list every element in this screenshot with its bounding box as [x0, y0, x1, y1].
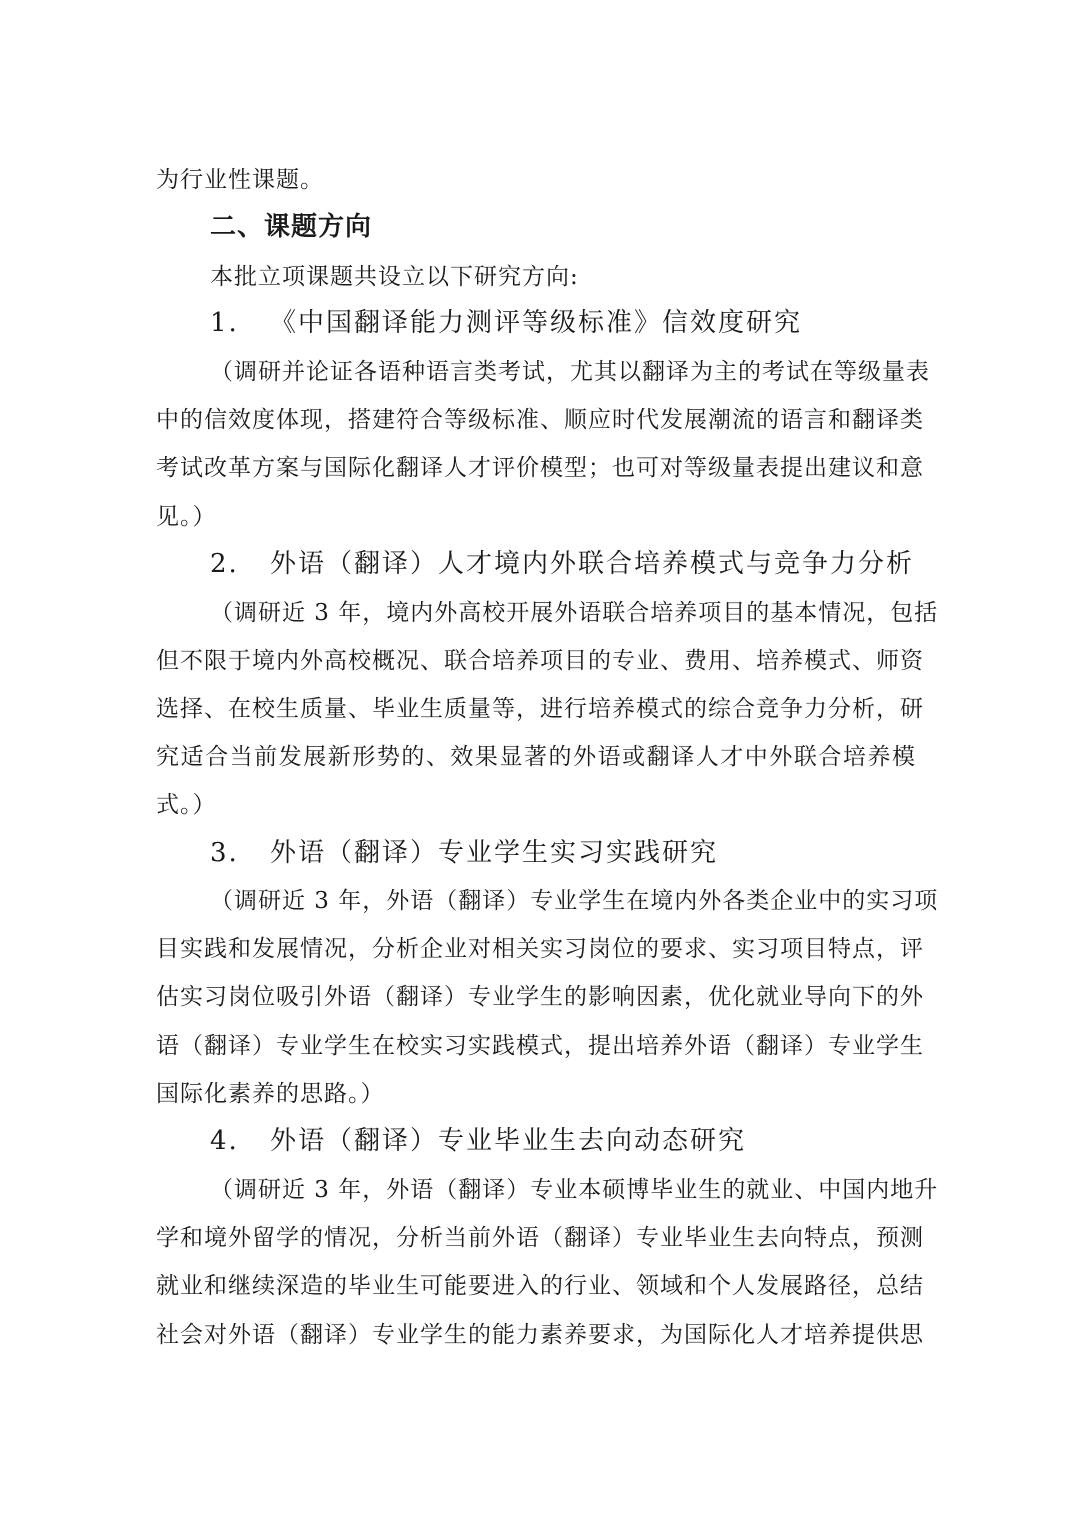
item-2-line-3: 选择、在校生质量、毕业生质量等，进行培养模式的综合竞争力分析，研 [156, 696, 924, 722]
intro-tail: 为行业性课题。 [156, 167, 324, 193]
section-intro: 本批立项课题共设立以下研究方向: [210, 264, 579, 290]
item-1-line-3: 考试改革方案与国际化翻译人才评价模型；也可对等级量表提出建议和意 [156, 455, 924, 481]
item-1-title-line [210, 308, 916, 338]
item-3-line-3: 估实习岗位吸引外语（翻译）专业学生的影响因素，优化就业导向下的外 [156, 984, 924, 1010]
item-2-line-1: （调研近 3 年，境内外高校开展外语联合培养项目的基本情况，包括 [210, 600, 939, 626]
item-3-title-line [210, 838, 916, 868]
item-2-line-4: 究适合当前发展新形势的、效果显著的外语或翻译人才中外联合培养模 [156, 744, 916, 770]
item-2-title: 外语（翻译）人才境内外联合培养模式与竞争力分析 [270, 549, 915, 579]
item-2-line-2: 但不限于境内外高校概况、联合培养项目的专业、费用、培养模式、师资 [156, 648, 924, 674]
item-4-line-3: 就业和继续深造的毕业生可能要进入的行业、领域和个人发展路径，总结 [156, 1273, 924, 1299]
item-1-number: 1. [210, 308, 239, 338]
item-3-line-2: 目实践和发展情况，分析企业对相关实习岗位的要求、实习项目特点，评 [156, 936, 924, 962]
item-2-number: 2. [210, 549, 239, 579]
item-4-title: 外语（翻译）专业毕业生去向动态研究 [270, 1126, 747, 1156]
item-3-line-5: 国际化素养的思路。） [156, 1081, 385, 1107]
item-3-line-1: （调研近 3 年，外语（翻译）专业学生在境内外各类企业中的实习项 [210, 888, 939, 914]
item-2-line-5: 式。） [156, 792, 217, 818]
item-3-title: 外语（翻译）专业学生实习实践研究 [270, 838, 719, 868]
item-3-line-4: 语（翻译）专业学生在校实习实践模式，提出培养外语（翻译）专业学生 [156, 1033, 924, 1059]
item-2-title-line [210, 549, 916, 579]
item-1-title: 《中国翻译能力测评等级标准》信效度研究 [270, 308, 803, 338]
item-4-line-2: 学和境外留学的情况，分析当前外语（翻译）专业毕业生去向特点，预测 [156, 1225, 924, 1251]
item-3-number: 3. [210, 838, 239, 868]
item-4-number: 4. [210, 1126, 239, 1156]
item-4-line-1: （调研近 3 年，外语（翻译）专业本硕博毕业生的就业、中国内地升 [210, 1177, 939, 1203]
item-1-line-2: 中的信效度体现，搭建符合等级标准、顺应时代发展潮流的语言和翻译类 [156, 407, 924, 433]
item-4-title-line [210, 1126, 916, 1156]
item-1-line-1: （调研并论证各语种语言类考试，尤其以翻译为主的考试在等级量表 [210, 359, 930, 385]
item-4-line-4: 社会对外语（翻译）专业学生的能力素养要求，为国际化人才培养提供思 [156, 1322, 924, 1348]
item-1-line-4: 见。） [156, 504, 217, 530]
section-heading: 二、课题方向 [210, 212, 373, 242]
